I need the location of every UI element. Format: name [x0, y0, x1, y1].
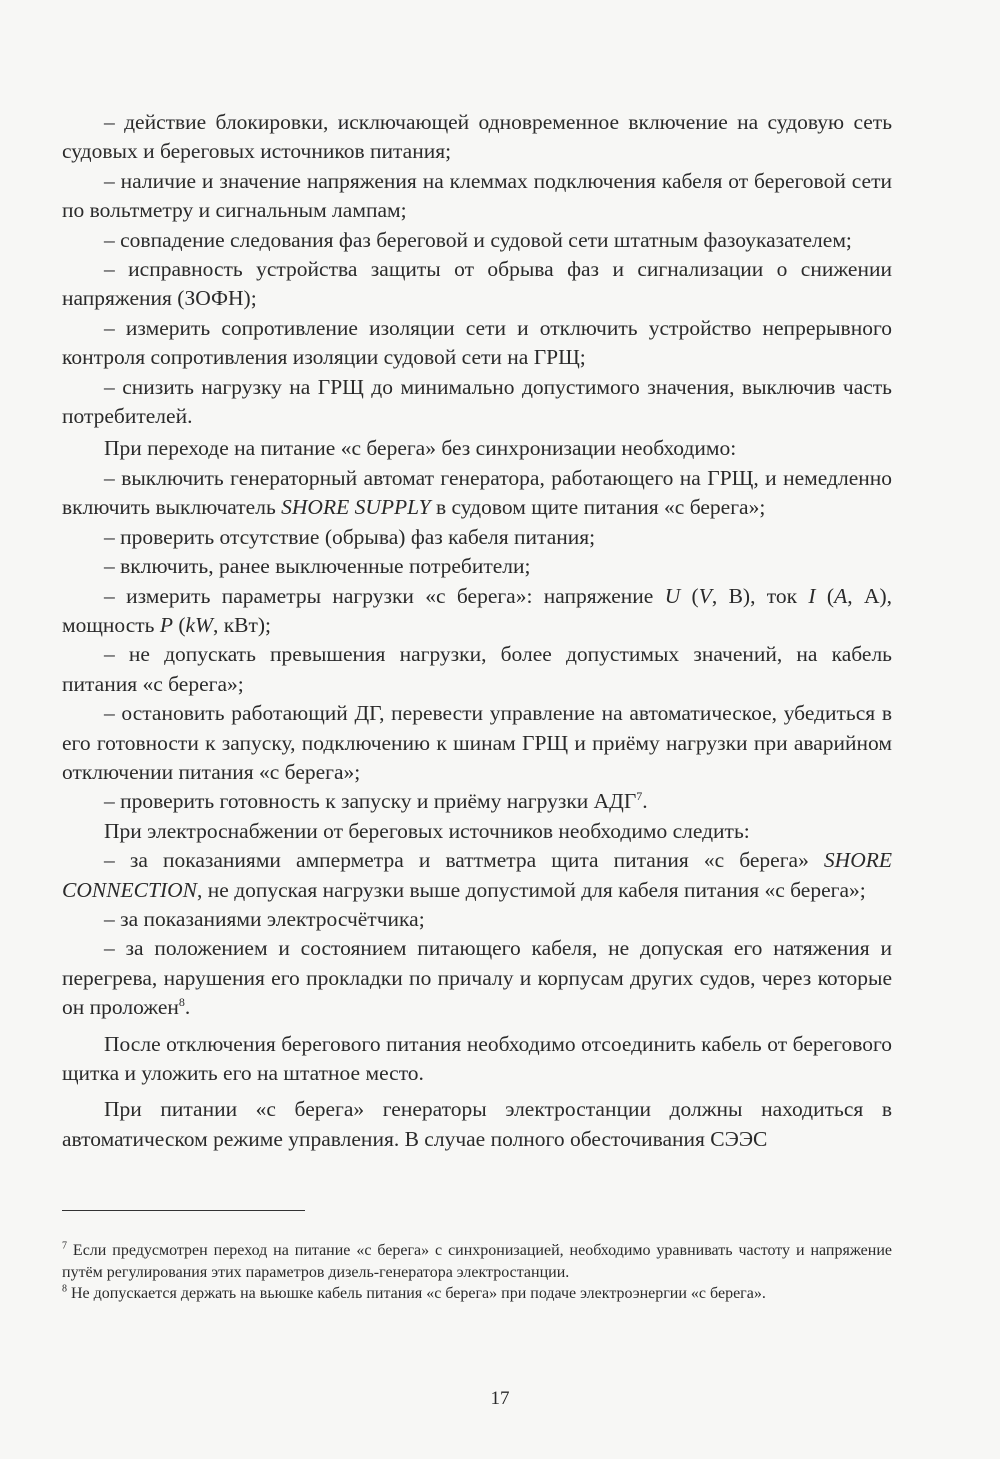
paragraph: При питании «с берега» генераторы электростанции должны находиться в автоматическом режиме управления. В случае полного обесточивания СЭЭС	[62, 1097, 892, 1151]
paragraph: – остановить работающий ДГ, перевести управление на автоматическое, убедиться в его готовности к запуску, подключению к шинам ГРЩ и приёму нагрузки при аварийном отключении питания «с берега»;	[62, 701, 892, 784]
footnote-ref: 8	[178, 995, 185, 1010]
page-body	[62, 108, 892, 1154]
footnote-ref: 7	[636, 789, 643, 804]
paragraph: – за показаниями амперметра и ваттметра щита питания «с берега» SHORE CONNECTION, не допуская нагрузки выше допустимой для кабеля питания «с берега»;	[62, 848, 892, 902]
paragraph: – проверить отсутствие (обрыва) фаз кабеля питания;	[104, 524, 596, 549]
paragraph: – за положением и состоянием питающего кабеля, не допуская его натяжения и перегрева, нарушения его прокладки по причалу и корпусам других судов, через которые он проложен$^8$.	[62, 936, 892, 1020]
footnote-divider	[62, 1210, 305, 1211]
paragraph: – снизить нагрузку на ГРЩ до минимально допустимого значения, выключив часть потребителей.	[62, 374, 892, 429]
footnote: $^7$ Если предусмотрен переход на питание «с берега» с синхронизацией, необходимо уравнивать частоту и напряжение путём регулирования этих параметров дизель-генератора электростанции.	[62, 1240, 892, 1281]
paragraph: – включить, ранее выключенные потребители;	[104, 554, 531, 579]
paragraph: – не допускать превышения нагрузки, более допустимых значений, на кабель питания «с берега»;	[62, 642, 892, 696]
paragraph: – за показаниями электросчётчика;	[104, 906, 425, 931]
paragraph: – проверить готовность к запуску и приёму нагрузки АДГ$^7$.	[104, 789, 648, 814]
paragraph: – измерить параметры нагрузки «с берега»: напряжение U (V, В), ток I (A, А), мощность P (kW, кВт);	[62, 583, 893, 637]
paragraph: – наличие и значение напряжения на клеммах подключения кабеля от береговой сети по вольтметру и сигнальным лампам;	[62, 168, 892, 223]
paragraph: – исправность устройства защиты от обрыва фаз и сигнализации о снижении напряжения (ЗОФН);	[62, 257, 892, 311]
paragraph: При электроснабжении от береговых источников необходимо следить:	[104, 818, 750, 843]
paragraph: – измерить сопротивление изоляции сети и отключить устройство непрерывного контроля сопротивления изоляции судовой сети на ГРЩ;	[62, 315, 892, 370]
paragraph: – выключить генераторный автомат генератора, работающего на ГРЩ, и немедленно включить выключатель SHORE SUPPLY в судовом щите питания «с берега»;	[62, 465, 892, 520]
paragraph: При переходе на питание «с берега» без синхронизации необходимо:	[104, 436, 737, 461]
footnotes	[62, 1240, 892, 1305]
footnote: $^8$ Не допускается держать на вьюшке кабель питания «с берега» при подаче электроэнергии «с берега».	[62, 1283, 766, 1302]
paragraph: – совпадение следования фаз береговой и судовой сети штатным фазоуказателем;	[104, 227, 852, 252]
page-number: 17	[490, 1388, 510, 1409]
paragraph: – действие блокировки, исключающей одновременное включение на судовую сеть судовых и береговых источников питания;	[62, 110, 892, 164]
paragraph: После отключения берегового питания необходимо отсоединить кабель от берегового щитка и уложить его на штатное место.	[62, 1031, 892, 1085]
